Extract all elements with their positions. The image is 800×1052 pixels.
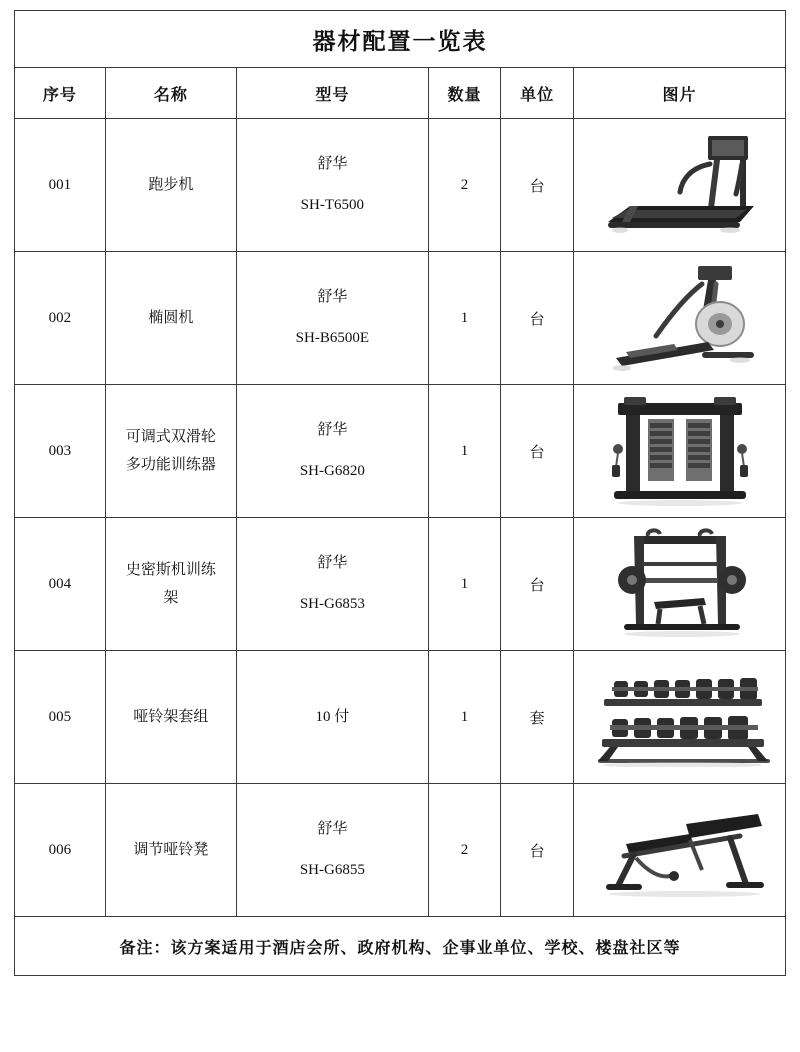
cell-picture [574, 119, 786, 252]
cell-name [105, 518, 236, 651]
cell-quantity: 1 [428, 651, 501, 784]
cell-quantity: 1 [428, 252, 501, 385]
cell-model [236, 385, 428, 518]
model-brand: 舒华 [317, 289, 348, 305]
cell-model [236, 784, 428, 917]
dumbbell-rack-icon [577, 658, 782, 776]
model-brand: 舒华 [317, 156, 348, 172]
cell-name-line2: 多功能训练器 [125, 457, 216, 473]
model-code: SH-T6500 [300, 197, 365, 213]
elliptical-machine-icon [577, 259, 782, 377]
cell-no: 002 [15, 252, 106, 385]
adjustable-bench-icon [577, 791, 782, 909]
column-header-picture: 图片 [574, 68, 786, 119]
cell-name: 调节哑铃凳 [105, 784, 236, 917]
model-code: SH-B6500E [295, 330, 370, 346]
model-quantity-text: 10 付 [315, 708, 350, 725]
model-brand: 舒华 [317, 422, 348, 438]
cell-picture [574, 385, 786, 518]
page-title: 器材配置一览表 [15, 11, 786, 68]
treadmill-icon [577, 126, 782, 244]
cell-no: 006 [15, 784, 106, 917]
table-note-row [15, 917, 786, 976]
cell-picture [574, 651, 786, 784]
cell-name-line2: 架 [163, 590, 179, 606]
note-text: 备注：该方案适用于酒店会所、政府机构、企事业单位、学校、楼盘社区等 [15, 917, 786, 976]
cell-unit: 台 [501, 784, 574, 917]
column-header-name: 名称 [105, 68, 236, 119]
cell-name: 哑铃架套组 [105, 651, 236, 784]
model-brand: 舒华 [317, 821, 348, 837]
table-row [15, 119, 786, 252]
equipment-configuration-table [14, 10, 786, 976]
table-row [15, 651, 786, 784]
cell-name [105, 385, 236, 518]
column-header-unit: 单位 [501, 68, 574, 119]
cell-picture [574, 784, 786, 917]
cell-name-line1: 可调式双滑轮 [125, 428, 216, 445]
model-code: SH-G6853 [299, 596, 365, 612]
cell-unit: 套 [501, 651, 574, 784]
cell-picture [574, 252, 786, 385]
cable-crossover-machine-icon [577, 392, 782, 510]
cell-quantity: 2 [428, 784, 501, 917]
cell-picture [574, 518, 786, 651]
cell-no: 004 [15, 518, 106, 651]
column-header-no: 序号 [15, 68, 106, 119]
model-code: SH-G6855 [299, 862, 365, 878]
cell-quantity: 1 [428, 518, 501, 651]
cell-no: 005 [15, 651, 106, 784]
model-code: SH-G6820 [299, 463, 365, 479]
cell-no: 001 [15, 119, 106, 252]
table-row [15, 518, 786, 651]
table-header-row [15, 68, 786, 119]
column-header-model: 型号 [236, 68, 428, 119]
table-row [15, 385, 786, 518]
cell-name: 椭圆机 [105, 252, 236, 385]
cell-unit: 台 [501, 385, 574, 518]
column-header-quantity: 数量 [428, 68, 501, 119]
cell-unit: 台 [501, 252, 574, 385]
cell-unit: 台 [501, 119, 574, 252]
cell-name: 跑步机 [105, 119, 236, 252]
smith-machine-icon [577, 525, 782, 643]
cell-unit: 台 [501, 518, 574, 651]
cell-model [236, 651, 428, 784]
table-title-row [15, 11, 786, 68]
cell-model [236, 119, 428, 252]
cell-model [236, 252, 428, 385]
cell-no: 003 [15, 385, 106, 518]
cell-quantity: 2 [428, 119, 501, 252]
table-row [15, 252, 786, 385]
cell-name-line1: 史密斯机训练 [125, 561, 216, 578]
table-row [15, 784, 786, 917]
cell-model [236, 518, 428, 651]
cell-quantity: 1 [428, 385, 501, 518]
model-brand: 舒华 [317, 555, 348, 571]
